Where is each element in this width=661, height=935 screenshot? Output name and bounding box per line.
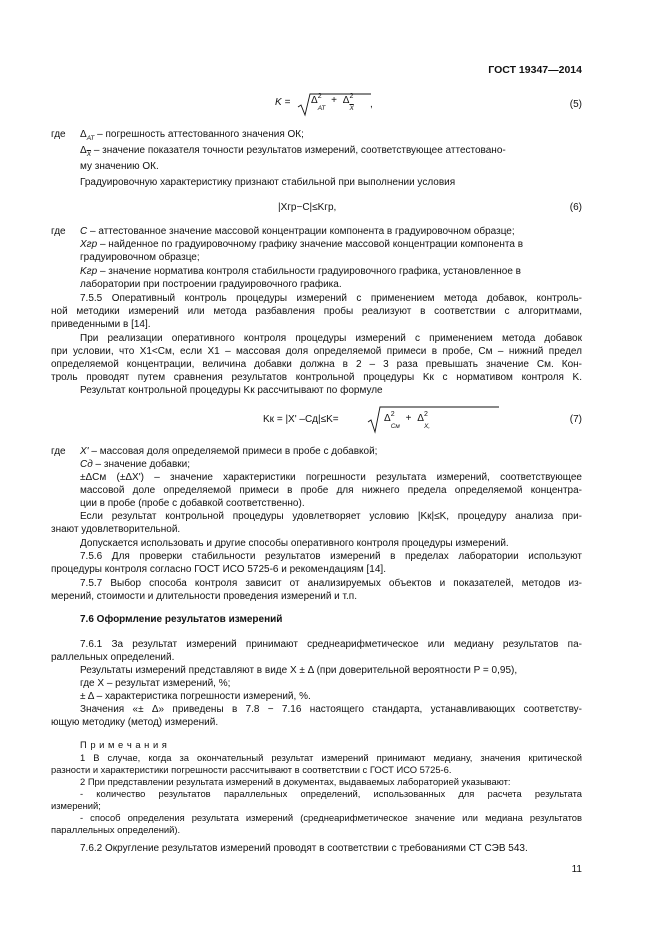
where7-pm-cont2: ции в пробе (пробе с добавкой соответственно). bbox=[80, 498, 305, 509]
p-oper-line4: троль проводят путем сравнения результатов контрольной процедуры Kк с нормативом контроля K. bbox=[51, 372, 582, 383]
p-oper-line1: При реализации оперативного контроля процедуры измерений с применением метода добавок bbox=[80, 333, 582, 344]
p-7-5-5-line1: 7.5.5 Оперативный контроль процедуры измерений с применением метода добавок, контроль- bbox=[80, 293, 582, 304]
p-7-5-6-line1: 7.5.6 Для проверки стабильности результатов измерений в пределах лаборатории используют bbox=[80, 551, 582, 562]
where6-x: Xгр – найденное по градуировочному графику значение массовой концентрации компонента в bbox=[80, 239, 524, 250]
page-number: 11 bbox=[571, 864, 582, 875]
where-label: где bbox=[51, 226, 66, 237]
p-oper-line3: определяемой концентрации, величина добавки должна в 2 – 3 раза превышать значение Cм. Кон- bbox=[51, 359, 582, 370]
formula-6-number: (6) bbox=[569, 202, 582, 213]
where6-k-cont: лаборатории при построении градуировочного графика. bbox=[80, 279, 342, 290]
p-7-5-5-line3: приведенными в [14]. bbox=[51, 319, 151, 330]
p-present: Результаты измерений представляют в виде X ± Δ (при доверительной вероятности P = 0,95), bbox=[80, 665, 518, 676]
p-allow: Допускается использовать и другие способы оперативного контроля процедуры измерений. bbox=[80, 538, 509, 549]
document-header: ГОСТ 19347—2014 bbox=[488, 64, 582, 76]
p-7-6-1-line1: 7.6.1 За результат измерений принимают среднеарифметическое или медиану результатов па- bbox=[80, 639, 582, 650]
note-2a-line1: - количество результатов параллельных определений, использованных для расчета результата bbox=[80, 788, 582, 799]
where5-line3: му значению ОК. bbox=[80, 161, 159, 172]
notes-title: П р и м е ч а н и я bbox=[80, 739, 168, 750]
where6-k: Kгр – значение норматива контроля стабильности градуировочного графика, установленное в bbox=[80, 266, 521, 277]
p-result: Результат контрольной процедуры Kк рассчитывают по формуле bbox=[80, 385, 383, 396]
where5-line1: $\Delta_{АТ}$ – погрешность аттестованного значения ОК; bbox=[80, 129, 304, 142]
where-label: где bbox=[51, 129, 66, 140]
p-7-5-6-line2: процедуры контроля согласно ГОСТ ИСО 5725-6 и рекомендациям [14]. bbox=[51, 564, 386, 575]
p-if-line1: Если результат контрольной процедуры удовлетворяет условию |Kк|≤K, процедуру анализа при- bbox=[80, 511, 582, 522]
where7-pm-cont1: массовой доле определяемой примеси в пробе для нижнего предела определяемой концентра- bbox=[80, 485, 582, 496]
p-7-6-2: 7.6.2 Округление результатов измерений проводят в соответствии с требованиями СТ СЭВ 543. bbox=[80, 843, 528, 854]
formula-7-number: (7) bbox=[569, 414, 582, 425]
p-where-x: где X – результат измерений, %; bbox=[80, 678, 231, 689]
note-2b-line2: параллельных определений). bbox=[51, 824, 181, 835]
where5-line2: $\Delta_{\overline{X}}$ – значение показателя точности результатов измерений, соответствующее аттестовано- bbox=[80, 145, 506, 158]
p-7-5-7-line1: 7.5.7 Выбор способа контроля зависит от анализируемых объектов и показателей, методов из- bbox=[80, 578, 582, 589]
where6-c: C – аттестованное значение массовой концентрации компонента в градуировочном образце; bbox=[80, 226, 515, 237]
p-7-5-5-line2: ной методики измерений или метода разбавления пробы реализуют в соответствии с алгоритмами, bbox=[51, 306, 582, 317]
where6-x-cont: градуировочном образце; bbox=[80, 252, 200, 263]
p-7-6-1-line2: раллельных определений. bbox=[51, 652, 175, 663]
note-2: 2 При представлении результата измерений в документах, выдаваемых лабораторией указывают: bbox=[80, 776, 511, 787]
where7-pm: ±ΔCм (±ΔX') – значение характеристики погрешности результата измерений, соответствующее bbox=[80, 472, 582, 483]
formula-6: |Xгр−C|≤Kгр, bbox=[278, 202, 337, 213]
note-1-line1: 1 В случае, когда за окончательный результат измерений принимают медиану, значения критической bbox=[80, 752, 582, 763]
formula-5-number: (5) bbox=[569, 99, 582, 110]
where7-c: Cд – значение добавки; bbox=[80, 459, 191, 470]
p-pm: ± Δ – характеристика погрешности измерений, %. bbox=[80, 691, 311, 702]
where-label: где bbox=[51, 446, 66, 457]
section-title: 7.6 Оформление результатов измерений bbox=[80, 614, 283, 625]
grad-intro: Градуировочную характеристику признают стабильной при выполнении условия bbox=[80, 177, 456, 188]
p-values-line1: Значения «± Δ» приведены в 7.8 − 7.16 настоящего стандарта, устанавливающих соответству- bbox=[80, 704, 582, 715]
where7-x: X' – массовая доля определяемой примеси в пробе с добавкой; bbox=[80, 446, 378, 457]
p-values-line2: ющую методику (метод) измерений. bbox=[51, 717, 219, 728]
note-2a-line2: измерений; bbox=[51, 800, 101, 811]
p-oper-line2: при условии, что X1<Cм, если X1 – массовая доля определяемой примеси в пробе, Cм – нижний предел bbox=[51, 346, 582, 357]
p-7-5-7-line2: мерений, стоимости и длительности проведения измерений и т.п. bbox=[51, 591, 357, 602]
note-1-line2: разности и характеристики погрешности рассчитывают в соответствии с ГОСТ ИСО 5725-6. bbox=[51, 764, 452, 775]
note-2b-line1: - способ определения результата измерений (среднеарифметическое значение или медиана результатов bbox=[80, 812, 582, 823]
p-if-line2: знают удовлетворительной. bbox=[51, 524, 181, 535]
